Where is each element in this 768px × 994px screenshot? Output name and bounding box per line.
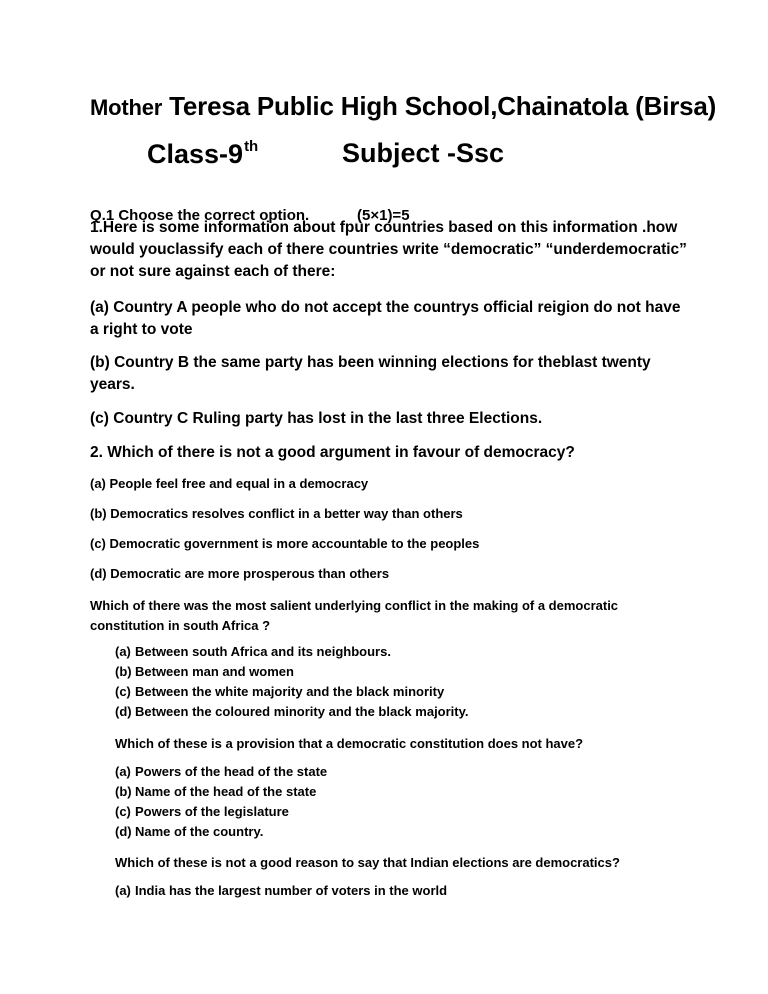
question-2-text: 2. Which of there is not a good argument in favour of democracy? <box>90 444 575 461</box>
list-item: (b) Between man and women <box>115 664 294 679</box>
list-item: (a) Between south Africa and its neighbours. <box>115 644 391 659</box>
list-item: (a) Powers of the head of the state <box>115 764 328 779</box>
list-item: (a) India has the largest number of voters in the world <box>115 883 448 898</box>
question-2-option-a: (a) People feel free and equal in a democracy <box>90 476 369 491</box>
question-5-text: Which of these is not a good reason to say that Indian elections are democratics? <box>115 855 620 870</box>
school-title-first-word: Mother <box>90 95 163 120</box>
question-1-option-c: (c) Country C Ruling party has lost in the last three Elections. <box>90 410 543 427</box>
class-text: Class-9 <box>147 139 244 169</box>
q1-marks: (5×1)=5 <box>357 207 410 224</box>
class-label <box>147 138 258 170</box>
school-title <box>90 91 716 122</box>
question-4-text: Which of these is a provision that a democratic constitution does not have? <box>115 736 584 751</box>
question-2-option-d: (d) Democratic are more prosperous than others <box>90 566 390 581</box>
school-title-rest: Teresa Public High School,Chainatola (Birsa) <box>169 91 717 121</box>
question-5-options <box>115 881 447 901</box>
question-4-options <box>115 762 327 842</box>
question-1-text: 1.Here is some information about fpur countries based on this information .how would youclassify each of there countries write “democratic” “underdemocratic” or not sure against each of there: <box>90 219 687 280</box>
question-2-option-c: (c) Democratic government is more accountable to the peoples <box>90 536 480 551</box>
list-item: (b) Name of the head of the state <box>115 784 317 799</box>
class-superscript: th <box>244 138 259 155</box>
list-item: (d) Name of the country. <box>115 824 264 839</box>
question-1-option-a: (a) Country A people who do not accept the countrys official reigion do not have a right to vote <box>90 299 681 338</box>
question-3-options <box>115 642 469 722</box>
list-item: (d) Between the coloured minority and the black majority. <box>115 704 469 719</box>
list-item: (c) Powers of the legislature <box>115 804 289 819</box>
q1-heading: Q.1 Choose the correct option. <box>90 207 310 224</box>
list-item: (c) Between the white majority and the black minority <box>115 684 445 699</box>
question-3-text: Which of there was the most salient underlying conflict in the making of a democratic constitution in south Africa ? <box>90 598 619 633</box>
question-1-option-b: (b) Country B the same party has been winning elections for theblast twenty years. <box>90 354 651 393</box>
question-2-option-b: (b) Democratics resolves conflict in a better way than others <box>90 506 463 521</box>
subject-label: Subject -Ssc <box>342 138 505 168</box>
